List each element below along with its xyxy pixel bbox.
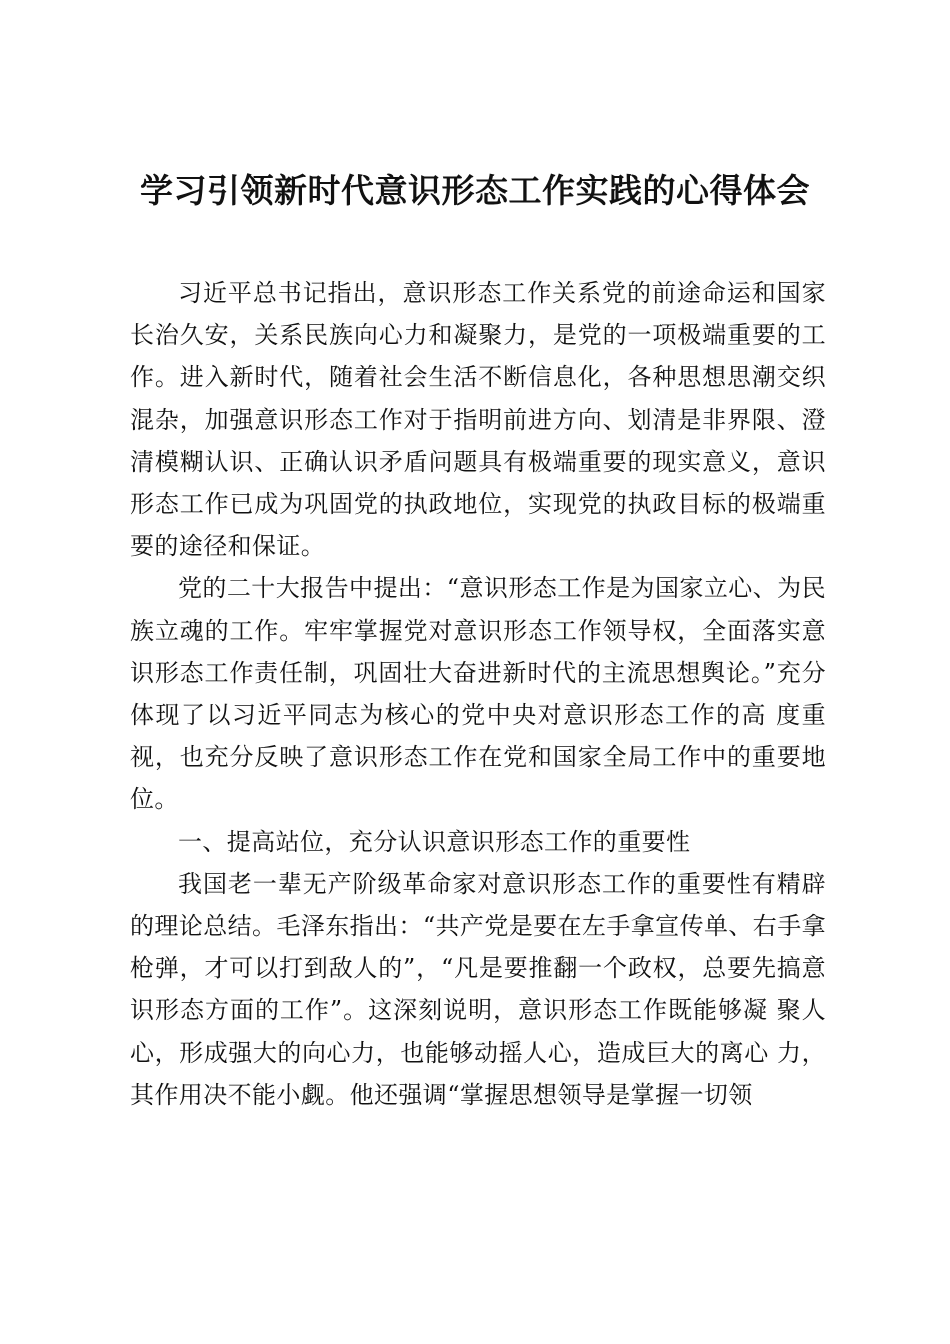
document-title: 学习引领新时代意识形态工作实践的心得体会: [140, 171, 810, 210]
document-body: [130, 272, 826, 1116]
paragraph-intro: 习近平总书记指出，意识形态工作关系党的前途命运和国家长治久安，关系民族向心力和凝聚力，是党的一项极端重要的工作。进入新时代，随着社会生活不断信息化，各种思想思潮交织混杂，加强意识形态工作对于指明前进方向、划清是非界限、澄清模糊认识、正确认识矛盾问题具有极端重要的现实意义，意识形态工作已成为巩固党的执政地位，实现党的执政目标的极端重要的途径和保证。: [130, 279, 826, 561]
paragraph-history: 我国老一辈无产阶级革命家对意识形态工作的重要性有精辟的理论总结。毛泽东指出：“共产党是要在左手拿宣传单、右手拿枪弹，才可以打到敌人的”，“凡是要推翻一个政权，总要先搞意识形态方面的工作”。这深刻说明，意识形态工作既能够凝 聚人心，形成强大的向心力，也能够动摇人心，造成巨大的离心 力，其作用决不能小觑。他还强调“掌握思想领导是掌握一切领: [130, 869, 826, 1109]
section-heading-1: 一、提高站位，充分认识意识形态工作的重要性: [178, 827, 691, 856]
paragraph-report-quote: 党的二十大报告中提出：“意识形态工作是为国家立心、为民族立魂的工作。牢牢掌握党对意识形态工作领导权，全面落实意识形态工作责任制，巩固壮大奋进新时代的主流思想舆论。”充分体现了以习近平同志为核心的党中央对意识形态工作的高 度重视，也充分反映了意识形态工作在党和国家全局工作中的重要地位。: [130, 574, 826, 814]
